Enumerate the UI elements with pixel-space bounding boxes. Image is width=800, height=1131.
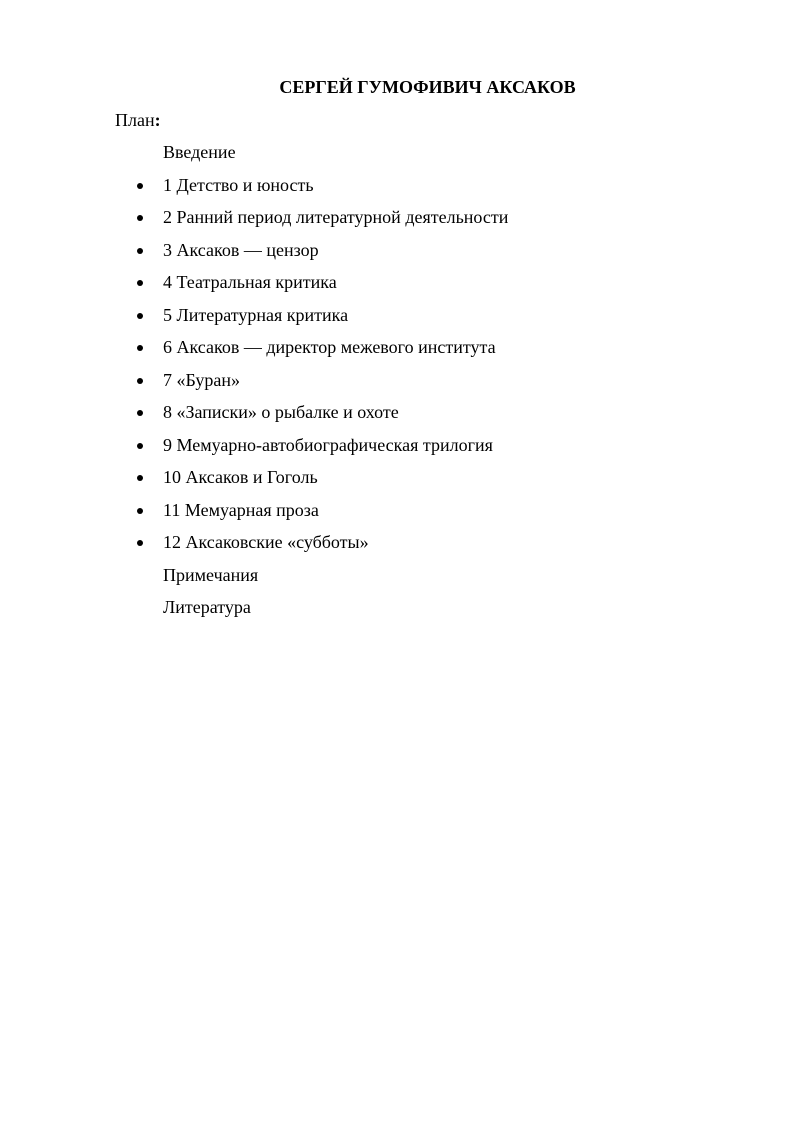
bullet-icon [137,248,143,254]
table-of-contents [0,140,800,628]
toc-item [0,368,800,401]
toc-item [0,303,800,336]
bullet-icon [137,280,143,286]
toc-item-text: Литература [163,597,251,617]
toc-item [0,530,800,563]
document-title: СЕРГЕЙ ГУМОФИВИЧ АКСАКОВ [279,77,576,97]
toc-item [0,563,800,596]
bullet-icon [137,313,143,319]
bullet-icon [137,443,143,449]
toc-item-text: 4 Театральная критика [163,272,337,292]
plan-label: План [115,110,155,130]
toc-item [0,140,800,173]
toc-item [0,465,800,498]
toc-item [0,335,800,368]
bullet-icon [137,183,143,189]
toc-item-text: 1 Детство и юность [163,174,314,195]
toc-item-text: 11 Мемуарная проза [163,499,319,520]
plan-colon: : [154,110,161,130]
toc-item-text: 5 Литературная критика [163,304,349,325]
bullet-icon [137,378,143,384]
toc-item-text: 2 Ранний период литературной деятельности [163,207,509,227]
bullet-icon [137,508,143,514]
bullet-icon [137,540,143,546]
plan-heading [115,108,161,132]
bullet-icon [137,345,143,351]
toc-item [0,270,800,303]
toc-item [0,400,800,433]
toc-item [0,173,800,206]
toc-item [0,238,800,271]
toc-item [0,205,800,238]
toc-item-text: Введение [163,142,236,162]
bullet-icon [137,410,143,416]
toc-item [0,595,800,628]
toc-item-text: 3 Аксаков — цензор [163,239,319,260]
toc-item-text: 10 Аксаков и Гоголь [163,467,318,487]
toc-item-text: 9 Мемуарно-автобиографическая трилогия [163,434,493,455]
bullet-icon [137,215,143,221]
toc-item-text: 6 Аксаков — директор межевого института [163,337,496,357]
bullet-icon [137,475,143,481]
toc-item-text: 7 «Буран» [163,369,241,390]
toc-item-text: 12 Аксаковские «субботы» [163,532,369,552]
toc-item [0,433,800,466]
toc-item-text: Примечания [163,564,259,585]
toc-item [0,498,800,531]
toc-item-text: 8 «Записки» о рыбалке и охоте [163,402,399,422]
